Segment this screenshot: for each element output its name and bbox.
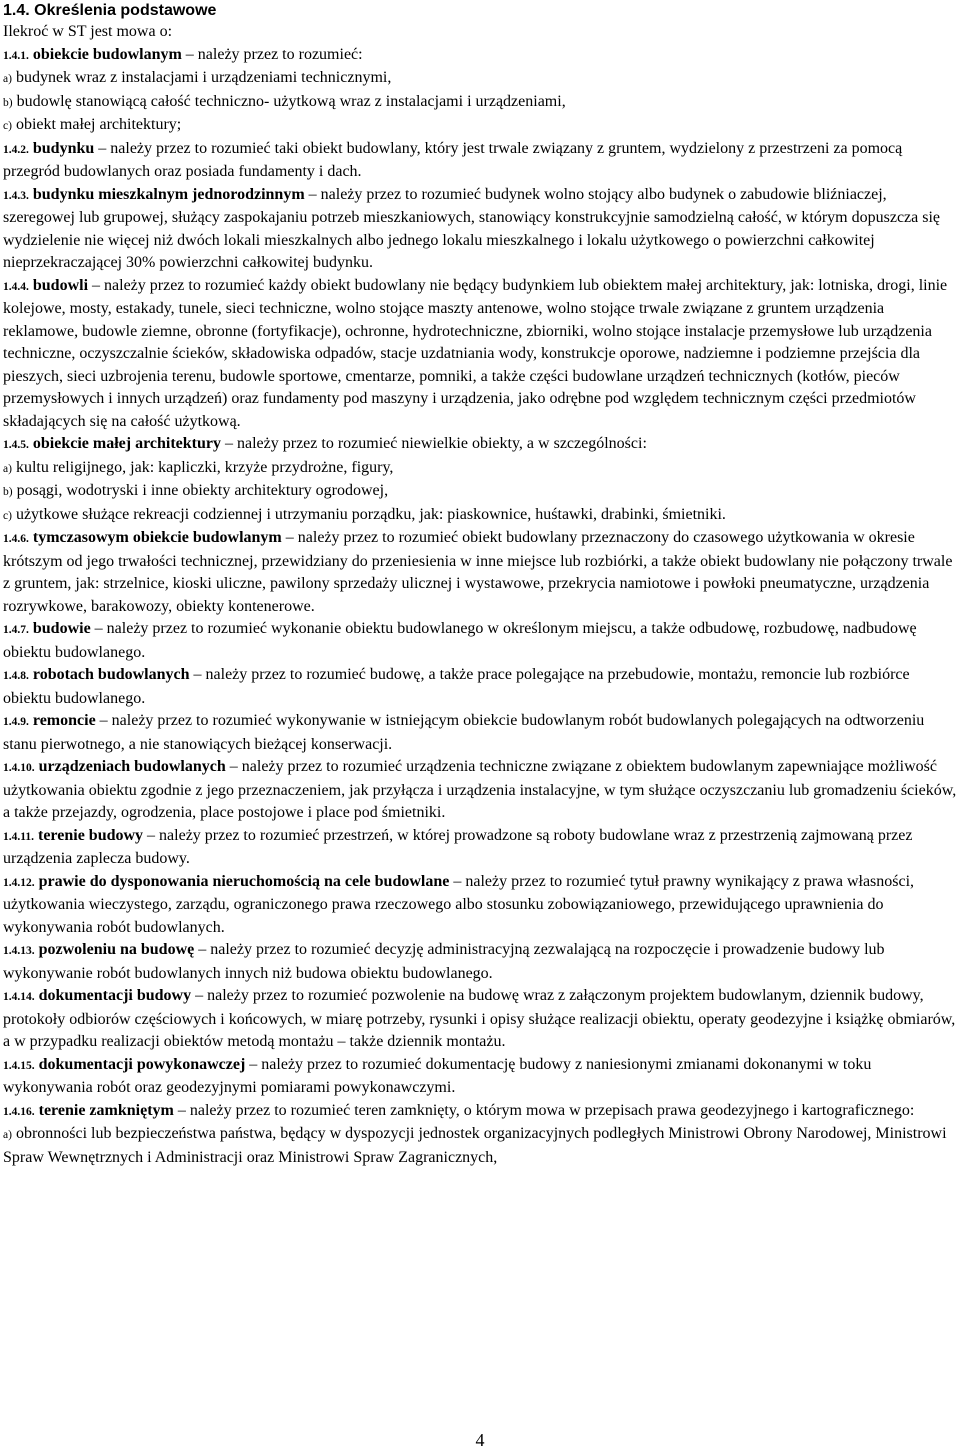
- list-item: [3, 457, 958, 481]
- list-item: [3, 114, 958, 138]
- definition-text: – należy przez to rozumieć:: [181, 45, 363, 63]
- list-item-text: obiekt małej architektury;: [11, 116, 182, 133]
- definition-term: budowie: [32, 620, 91, 637]
- definition-number: 1.4.12.: [3, 876, 35, 889]
- definition-5: [3, 433, 958, 457]
- list-item: [3, 91, 958, 115]
- definition-number: 1.4.6.: [3, 533, 29, 545]
- definition-term: budynku mieszkalnym jednorodzinnym: [32, 185, 305, 203]
- list-item-label: a): [3, 73, 12, 85]
- definition-term: budynku: [32, 139, 95, 157]
- definition-15: [3, 1054, 958, 1100]
- definition-number: 1.4.10.: [3, 762, 35, 774]
- definition-text: – należy przez to rozumieć obiekt budowlany przeznaczony do czasowego użytkowania w okresie krótszym od jego trwałości technicznej, przewidziany do przeniesienia w inne miejsce lub rozbiórki, a także obiekt budowlany nie połączony trwale z gruntem, jak: strzelnice, kioski uliczne, pawilony sprzedaży ulicznej i wystawowe, przekrycia namiotowe i powłoki pneumatyczne, urządzenia rozrywkowe, barakowozy, obiekty kontenerowe.: [3, 529, 953, 615]
- list-item-label: b): [3, 96, 13, 109]
- list-item-label: b): [3, 486, 13, 498]
- definition-number: 1.4.2.: [3, 143, 29, 156]
- definition-number: 1.4.9.: [3, 716, 29, 728]
- definition-text: – należy przez to rozumieć wykonanie obiektu budowlanego w określonym miejscu, a także odbudowę, rozbudowę, nadbudowę obiektu budowlanego.: [3, 620, 917, 661]
- definition-number: 1.4.16.: [3, 1105, 35, 1118]
- definition-text: – należy przez to rozumieć taki obiekt budowlany, który jest trwale związany z gruntem, wydzielony z przestrzeni za pomocą przegród budowlanych oraz posiada fundamenty i dach.: [3, 139, 903, 180]
- list-item-text: budynek wraz z instalacjami i urządzeniami technicznymi,: [11, 69, 392, 86]
- definition-1: [3, 44, 958, 68]
- definition-4: [3, 275, 958, 434]
- definition-7: [3, 618, 958, 664]
- list-item-text: użytkowe służące rekreacji codziennej i utrzymaniu porządku, jak: piaskownice, huśtawki, drabinki, śmietniki.: [11, 505, 726, 523]
- definition-term: obiekcie budowlanym: [32, 45, 182, 63]
- definition-6: [3, 527, 958, 618]
- list-item-text: posągi, wodotryski i inne obiekty architektury ogrodowej,: [12, 482, 389, 499]
- list-item-label: a): [3, 462, 12, 475]
- definition-text: – należy przez to rozumieć każdy obiekt budowlany nie będący budynkiem lub obiektem małej architektury, jak: lotniska, drogi, linie kolejowe, mosty, estakady, tunele, sieci techniczne, wolno stojące maszty antenowe, wolno stojące trwale związane z gruntem urządzenia reklamowe, budowle ziemne, obronne (fortyfikacje), ochronne, hydrotechniczne, zbiorniki, wolno stojące instalacje przemysłowe lub urządzenia techniczne, oczyszczalnie ścieków, składowiska odpadów, stacje uzdatniania wody, konstrukcje oporowe, nadziemne i podziemne przejścia dla pieszych, sieci uzbrojenia terenu, budowle sportowe, cmentarze, pomniki, a także części budowlane urządzeń technicznych (kotłów, pieców przemysłowych i innych urządzeń) oraz fundamenty pod maszyny i urządzenia, jako odrębne pod względem technicznym części przedmiotów składających się na całość użytkową.: [3, 276, 948, 430]
- list-item-label: c): [3, 120, 12, 132]
- list-item: [3, 67, 958, 91]
- definition-text: – należy przez to rozumieć niewielkie obiekty, a w szczególności:: [220, 435, 647, 452]
- definition-text: – należy przez to rozumieć tytuł prawny wynikający z prawa własności, użytkowania wieczystego, zarządu, ograniczonego prawa rzeczowego albo stosunku zobowiązaniowego, przewidującego uprawnienia do wykonywania robót budowlanych.: [3, 872, 915, 936]
- definition-text: – należy przez to rozumieć decyzję administracyjną zezwalającą na rozpoczęcie i prowadzenie budowy lub wykonywanie robót budowlanych innych niż budowa obiektu budowlanego.: [3, 941, 885, 982]
- definition-number: 1.4.7.: [3, 624, 29, 636]
- list-item-text: obronności lub bezpieczeństwa państwa, będący w dyspozycji jednostek organizacyjnych podległych Ministrowi Obrony Narodowej, Ministrowi Spraw Wewnętrznych i Administracji oraz Ministrowi Spraw Zagranicznych,: [3, 1125, 947, 1166]
- definition-text: – należy przez to rozumieć wykonywanie w istniejącym obiekcie budowlanym robót budowlanych polegających na odtworzeniu stanu pierwotnego, a nie stanowiących bieżącej konserwacji.: [3, 712, 925, 753]
- definition-number: 1.4.4.: [3, 280, 29, 293]
- definition-text: – należy przez to rozumieć budowę, a także prace polegające na przebudowie, montażu, remoncie lub rozbiórce obiektu budowlanego.: [3, 666, 910, 707]
- definition-term: tymczasowym obiekcie budowlanym: [32, 529, 282, 546]
- definition-13: [3, 939, 958, 985]
- list-item-text: budowlę stanowiącą całość techniczno- użytkową wraz z instalacjami i urządzeniami,: [12, 92, 566, 110]
- definition-number: 1.4.13.: [3, 945, 35, 957]
- definition-term: remoncie: [32, 712, 96, 729]
- definition-9: [3, 710, 958, 756]
- definition-term: prawie do dysponowania nieruchomością na cele budowlane: [38, 872, 450, 890]
- definition-text: – należy przez to rozumieć pozwolenie na budowę wraz z załączonym projektem budowlanym, dziennik budowy, protokoły odbiorów częściowych i końcowych, w miarę potrzeby, rysunki i opisy służące realizacji obiektu, operaty geodezyjne i książkę obmiarów, a w przypadku realizacji obiektów metodą montażu – także dziennik montażu.: [3, 987, 956, 1050]
- definition-11: [3, 825, 958, 871]
- definition-term: obiekcie małej architektury: [32, 435, 221, 452]
- definition-term: pozwoleniu na budowę: [38, 941, 195, 958]
- list-item: [3, 1123, 958, 1169]
- definition-term: budowli: [32, 276, 89, 294]
- definition-14: [3, 985, 958, 1054]
- definition-number: 1.4.11.: [3, 830, 34, 843]
- definition-12: [3, 871, 958, 940]
- definition-number: 1.4.14.: [3, 991, 35, 1003]
- definition-term: terenie zamkniętym: [38, 1101, 174, 1119]
- definition-number: 1.4.3.: [3, 189, 29, 202]
- definition-term: dokumentacji powykonawczej: [38, 1055, 246, 1073]
- definition-3: [3, 184, 958, 275]
- definition-text: – należy przez to rozumieć budynek wolno stojący albo budynek o zabudowie bliźniaczej, szeregowej lub grupowej, służący zaspokajaniu potrzeb mieszkaniowych, stanowiący konstrukcyjnie samodzielną całość, w którym dopuszcza się wydzielenie nie więcej niż dwóch lokali mieszkalnych albo jednego lokalu mieszkalnego i lokalu użytkowego o powierzchni całkowitej nieprzekraczającej 30% powierzchni całkowitej budynku.: [3, 185, 941, 271]
- definition-term: dokumentacji budowy: [38, 987, 192, 1004]
- definition-number: 1.4.5.: [3, 439, 29, 451]
- intro-text: Ilekroć w ST jest mowa o:: [3, 23, 173, 40]
- list-item: [3, 480, 958, 504]
- definition-10: [3, 756, 958, 825]
- definition-number: 1.4.1.: [3, 49, 29, 62]
- list-item: [3, 504, 958, 528]
- section-heading: 1.4. Określenia podstawowe: [3, 2, 217, 19]
- definition-text: – należy przez to rozumieć teren zamknięty, o którym mowa w przepisach prawa geodezyjnego i kartograficznego:: [173, 1101, 915, 1119]
- definition-text: – należy przez to rozumieć przestrzeń, w której prowadzone są roboty budowlane wraz z przestrzenią zajmowaną przez urządzenia zaplecza budowy.: [3, 826, 913, 867]
- definition-2: [3, 138, 958, 184]
- page-number: 4: [475, 1430, 485, 1450]
- definition-number: 1.4.8.: [3, 670, 29, 682]
- definition-term: urządzeniach budowlanych: [38, 758, 226, 775]
- definition-text: – należy przez to rozumieć dokumentację budowy z naniesionymi zmianami dokonanymi w toku wykonywania robót oraz geodezyjnymi pomiarami powykonawczymi.: [3, 1055, 872, 1096]
- definition-text: – należy przez to rozumieć urządzenia techniczne związane z obiektem budowlanym zapewniające możliwość użytkowania obiektu zgodnie z jego przeznaczeniem, jak przyłącza i urządzenia instalacyjne, w tym służące oczyszczaniu lub gromadzeniu ścieków, a także przejazdy, ogrodzenia, place postojowe i place pod śmietniki.: [3, 758, 957, 821]
- definition-term: terenie budowy: [38, 826, 144, 844]
- definition-term: robotach budowlanych: [32, 666, 190, 683]
- definition-16: [3, 1100, 958, 1124]
- definition-8: [3, 664, 958, 710]
- list-item-text: kultu religijnego, jak: kapliczki, krzyże przydrożne, figury,: [11, 458, 394, 476]
- list-item-label: c): [3, 509, 12, 522]
- list-item-label: a): [3, 1129, 12, 1141]
- definition-number: 1.4.15.: [3, 1059, 35, 1072]
